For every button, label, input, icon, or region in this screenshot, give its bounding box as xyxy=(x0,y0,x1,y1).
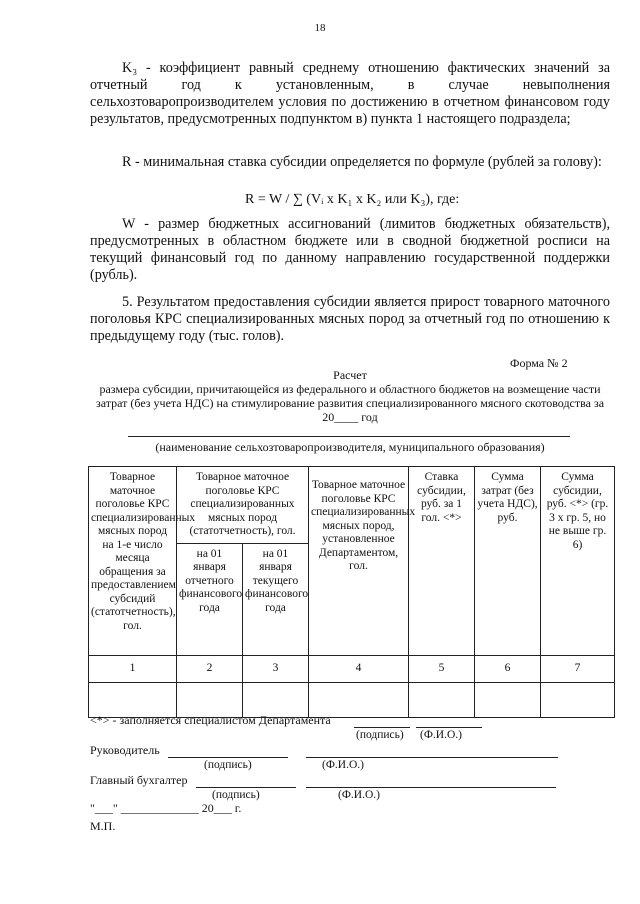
table-cell xyxy=(409,683,475,718)
header-col-2: на 01 января отчетного финансового года xyxy=(177,543,243,656)
paragraph-r: R - минимальная ставка субсидии определяется по формуле (рублей за голову): xyxy=(122,154,602,170)
column-number: 3 xyxy=(243,656,309,683)
signature-caption: (подпись) xyxy=(204,759,252,771)
form-title xyxy=(90,368,610,424)
paragraph-k3: K₃ - коэффициент равный среднему отношению фактических значений за отчетный год к установленным, в случае невыполнения сельхозтоваропроизводителем условия по достижению в отчетном финансовом году результатов, предусмотренных подпунктом в) пункта 1 настоящего подраздела; xyxy=(90,60,610,127)
name-caption: (Ф.И.О.) xyxy=(338,789,380,801)
form-title-line: Расчет xyxy=(333,368,367,382)
stamp-label: М.П. xyxy=(90,819,116,833)
header-col-6: Сумма затрат (без учета НДС), руб. xyxy=(475,467,541,656)
name-line xyxy=(306,787,556,788)
paragraph-w: W - размер бюджетных ассигнований (лимитов бюджетных обязательств), предусмотренных в областном бюджете или в сводной бюджетной росписи на текущий финансовый год по данному направлению государственной поддержки (рубль). xyxy=(90,216,610,283)
page-number: 18 xyxy=(314,22,326,34)
signature-line xyxy=(168,757,288,758)
department-note: <*> - заполняется специалистом Департамента xyxy=(90,713,331,727)
column-number: 2 xyxy=(177,656,243,683)
date-line: "___" _____________ 20___ г. xyxy=(90,801,242,815)
form-label: Форма № 2 xyxy=(510,356,568,370)
column-number: 6 xyxy=(475,656,541,683)
column-number: 5 xyxy=(409,656,475,683)
name-caption: (Ф.И.О.) xyxy=(420,729,462,741)
form-title-text: размера субсидии, причитающейся из федерального и областного бюджетов на возмещение части затрат (без учета НДС) на стимулирование развития специализированного мясного скотоводства за 20____ год xyxy=(95,382,605,424)
paragraph-5: 5. Результатом предоставления субсидии является прирост товарного маточного поголовья КРС специализированных мясных пород за отчетный год по отношению к предыдущему году (тыс. голов). xyxy=(90,294,610,344)
head-label: Руководитель xyxy=(90,743,160,757)
signature-caption: (подпись) xyxy=(212,789,260,801)
header-col-7: Сумма субсидии, руб. <*> (гр. 3 х гр. 5, но не выше гр. 6) xyxy=(541,467,615,656)
signature-line xyxy=(354,727,410,728)
signature-caption: (подпись) xyxy=(356,729,404,741)
header-col-4: Товарное маточное поголовье КРС специализированных мясных пород, установленное Департаментом, гол. xyxy=(309,467,409,656)
column-number: 1 xyxy=(89,656,177,683)
header-col-2-3: Товарное маточное поголовье КРС специализированных мясных пород (статотчетность), гол. xyxy=(177,467,309,544)
calculation-table xyxy=(88,466,615,718)
table-cell xyxy=(475,683,541,718)
name-line xyxy=(416,727,482,728)
name-caption: (Ф.И.О.) xyxy=(322,759,364,771)
signature-line xyxy=(196,787,296,788)
column-number: 7 xyxy=(541,656,615,683)
header-col-1: Товарное маточное поголовье КРС специализированных мясных пород на 1-е число месяца обращения за предоставлением субсидий (статотчетность), гол. xyxy=(89,467,177,656)
header-col-3: на 01 января текущего финансового года xyxy=(243,543,309,656)
header-col-5: Ставка субсидии, руб. за 1 гол. <*> xyxy=(409,467,475,656)
table-cell xyxy=(541,683,615,718)
column-number: 4 xyxy=(309,656,409,683)
accountant-label: Главный бухгалтер xyxy=(90,773,188,787)
name-line xyxy=(306,757,558,758)
org-name-caption: (наименование сельхозтоваропроизводителя, муниципального образования) xyxy=(155,440,545,454)
org-name-line xyxy=(128,436,570,437)
formula: R = W / ∑ (Vᵢ x K₁ x K₂ или K₃), где: xyxy=(245,192,460,207)
